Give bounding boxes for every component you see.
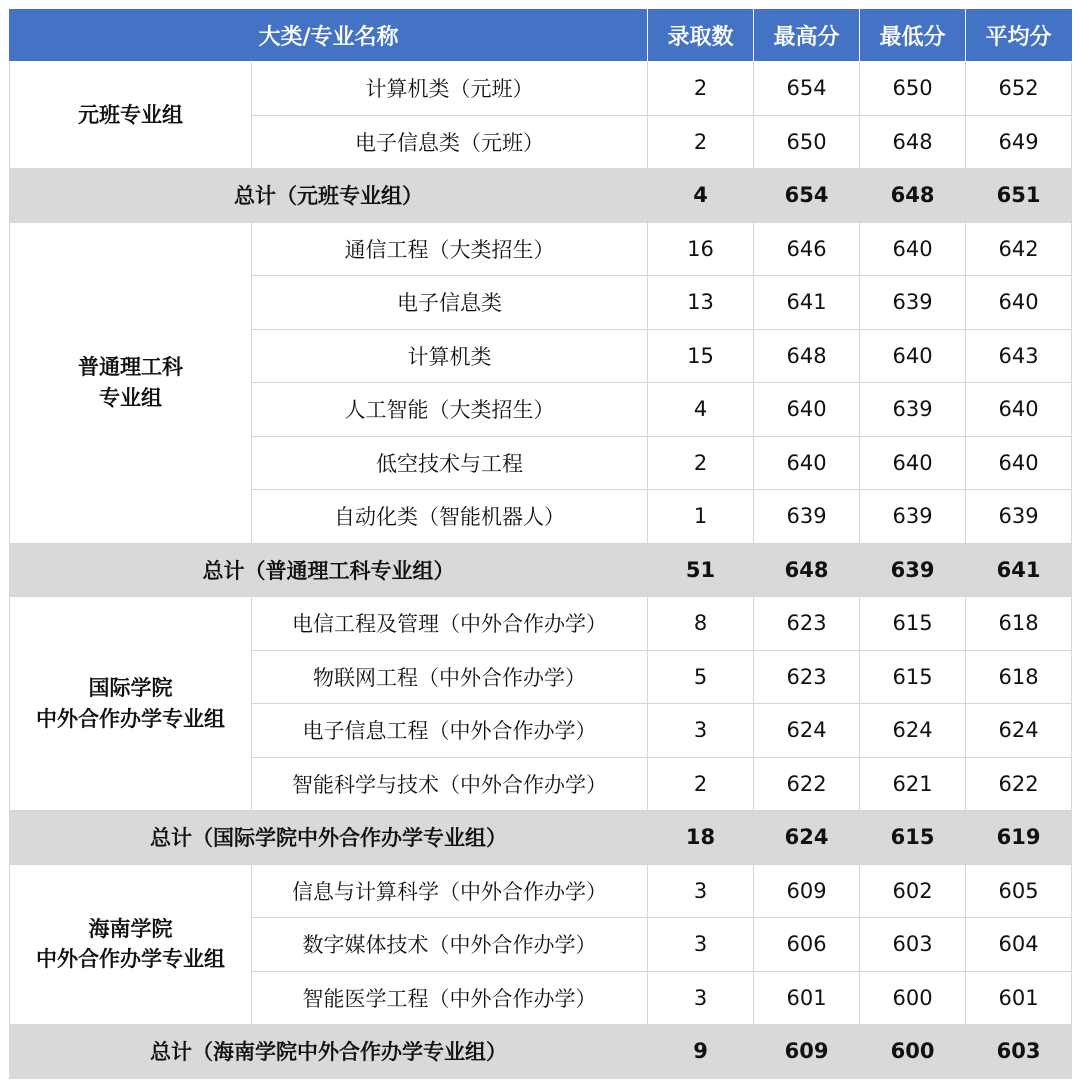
total-min-cell: 615 bbox=[860, 811, 966, 865]
major-cell: 通信工程（大类招生） bbox=[252, 222, 648, 276]
group-name-line: 专业组 bbox=[99, 385, 162, 410]
group-name-line: 海南学院 bbox=[88, 916, 173, 941]
group-name-cell bbox=[10, 864, 252, 1025]
total-row bbox=[10, 169, 1072, 223]
table-row bbox=[10, 62, 1072, 116]
total-count-cell: 18 bbox=[648, 811, 754, 865]
max-cell: 641 bbox=[754, 276, 860, 330]
min-cell: 648 bbox=[860, 115, 966, 169]
max-cell: 639 bbox=[754, 490, 860, 544]
min-cell: 621 bbox=[860, 757, 966, 811]
count-cell: 4 bbox=[648, 383, 754, 437]
avg-cell: 604 bbox=[966, 918, 1072, 972]
admission-score-table bbox=[9, 9, 1072, 1079]
group-name-line: 普通理工科 bbox=[78, 355, 183, 380]
avg-cell: 624 bbox=[966, 704, 1072, 758]
avg-cell: 605 bbox=[966, 864, 1072, 918]
total-avg-cell: 651 bbox=[966, 169, 1072, 223]
max-cell: 646 bbox=[754, 222, 860, 276]
total-max-cell: 648 bbox=[754, 543, 860, 597]
count-cell: 5 bbox=[648, 650, 754, 704]
count-cell: 15 bbox=[648, 329, 754, 383]
avg-cell: 639 bbox=[966, 490, 1072, 544]
major-cell: 电子信息工程（中外合作办学） bbox=[252, 704, 648, 758]
count-cell: 3 bbox=[648, 918, 754, 972]
min-cell: 603 bbox=[860, 918, 966, 972]
count-cell: 2 bbox=[648, 115, 754, 169]
major-cell: 电信工程及管理（中外合作办学） bbox=[252, 597, 648, 651]
table-header bbox=[10, 9, 1072, 62]
count-cell: 16 bbox=[648, 222, 754, 276]
min-cell: 650 bbox=[860, 62, 966, 116]
min-cell: 639 bbox=[860, 276, 966, 330]
total-max-cell: 624 bbox=[754, 811, 860, 865]
header-row bbox=[10, 9, 1072, 62]
min-cell: 640 bbox=[860, 222, 966, 276]
min-cell: 624 bbox=[860, 704, 966, 758]
table-row bbox=[10, 597, 1072, 651]
avg-cell: 640 bbox=[966, 383, 1072, 437]
min-cell: 600 bbox=[860, 971, 966, 1025]
group-name-line: 元班专业组 bbox=[78, 102, 183, 127]
avg-cell: 601 bbox=[966, 971, 1072, 1025]
table-row bbox=[10, 864, 1072, 918]
avg-cell: 652 bbox=[966, 62, 1072, 116]
min-cell: 602 bbox=[860, 864, 966, 918]
total-count-cell: 4 bbox=[648, 169, 754, 223]
max-cell: 640 bbox=[754, 436, 860, 490]
group-name-line: 国际学院 bbox=[88, 676, 173, 701]
group-name-cell bbox=[10, 597, 252, 811]
total-avg-cell: 619 bbox=[966, 811, 1072, 865]
group-name-cell bbox=[10, 222, 252, 543]
count-cell: 3 bbox=[648, 971, 754, 1025]
total-label-cell: 总计（海南学院中外合作办学专业组） bbox=[10, 1025, 648, 1079]
group-name-line: 中外合作办学专业组 bbox=[36, 706, 225, 731]
total-label-cell: 总计（元班专业组） bbox=[10, 169, 648, 223]
total-label-cell: 总计（国际学院中外合作办学专业组） bbox=[10, 811, 648, 865]
count-cell: 1 bbox=[648, 490, 754, 544]
major-cell: 物联网工程（中外合作办学） bbox=[252, 650, 648, 704]
header-count: 录取数 bbox=[648, 9, 754, 62]
total-min-cell: 600 bbox=[860, 1025, 966, 1079]
table-row bbox=[10, 222, 1072, 276]
min-cell: 639 bbox=[860, 490, 966, 544]
max-cell: 650 bbox=[754, 115, 860, 169]
max-cell: 640 bbox=[754, 383, 860, 437]
major-cell: 低空技术与工程 bbox=[252, 436, 648, 490]
avg-cell: 622 bbox=[966, 757, 1072, 811]
avg-cell: 640 bbox=[966, 276, 1072, 330]
total-row bbox=[10, 811, 1072, 865]
total-max-cell: 654 bbox=[754, 169, 860, 223]
avg-cell: 618 bbox=[966, 597, 1072, 651]
max-cell: 624 bbox=[754, 704, 860, 758]
min-cell: 639 bbox=[860, 383, 966, 437]
header-max-score: 最高分 bbox=[754, 9, 860, 62]
total-label-cell: 总计（普通理工科专业组） bbox=[10, 543, 648, 597]
min-cell: 615 bbox=[860, 597, 966, 651]
major-cell: 智能科学与技术（中外合作办学） bbox=[252, 757, 648, 811]
count-cell: 2 bbox=[648, 436, 754, 490]
header-min-score: 最低分 bbox=[860, 9, 966, 62]
max-cell: 648 bbox=[754, 329, 860, 383]
header-category-major: 大类/专业名称 bbox=[10, 9, 648, 62]
avg-cell: 649 bbox=[966, 115, 1072, 169]
max-cell: 609 bbox=[754, 864, 860, 918]
major-cell: 信息与计算科学（中外合作办学） bbox=[252, 864, 648, 918]
count-cell: 2 bbox=[648, 62, 754, 116]
count-cell: 3 bbox=[648, 864, 754, 918]
min-cell: 640 bbox=[860, 436, 966, 490]
max-cell: 622 bbox=[754, 757, 860, 811]
total-max-cell: 609 bbox=[754, 1025, 860, 1079]
min-cell: 640 bbox=[860, 329, 966, 383]
total-count-cell: 9 bbox=[648, 1025, 754, 1079]
max-cell: 623 bbox=[754, 650, 860, 704]
major-cell: 人工智能（大类招生） bbox=[252, 383, 648, 437]
avg-cell: 640 bbox=[966, 436, 1072, 490]
total-row bbox=[10, 1025, 1072, 1079]
major-cell: 计算机类 bbox=[252, 329, 648, 383]
major-cell: 数字媒体技术（中外合作办学） bbox=[252, 918, 648, 972]
admission-table-container bbox=[9, 9, 1072, 1079]
total-min-cell: 639 bbox=[860, 543, 966, 597]
count-cell: 8 bbox=[648, 597, 754, 651]
group-name-line: 中外合作办学专业组 bbox=[36, 947, 225, 972]
min-cell: 615 bbox=[860, 650, 966, 704]
count-cell: 3 bbox=[648, 704, 754, 758]
group-name-cell bbox=[10, 62, 252, 169]
major-cell: 自动化类（智能机器人） bbox=[252, 490, 648, 544]
total-min-cell: 648 bbox=[860, 169, 966, 223]
major-cell: 计算机类（元班） bbox=[252, 62, 648, 116]
count-cell: 2 bbox=[648, 757, 754, 811]
total-avg-cell: 603 bbox=[966, 1025, 1072, 1079]
major-cell: 电子信息类 bbox=[252, 276, 648, 330]
avg-cell: 642 bbox=[966, 222, 1072, 276]
avg-cell: 643 bbox=[966, 329, 1072, 383]
count-cell: 13 bbox=[648, 276, 754, 330]
max-cell: 654 bbox=[754, 62, 860, 116]
max-cell: 623 bbox=[754, 597, 860, 651]
max-cell: 601 bbox=[754, 971, 860, 1025]
table-body bbox=[10, 62, 1072, 1079]
total-count-cell: 51 bbox=[648, 543, 754, 597]
major-cell: 电子信息类（元班） bbox=[252, 115, 648, 169]
header-avg-score: 平均分 bbox=[966, 9, 1072, 62]
max-cell: 606 bbox=[754, 918, 860, 972]
major-cell: 智能医学工程（中外合作办学） bbox=[252, 971, 648, 1025]
total-row bbox=[10, 543, 1072, 597]
total-avg-cell: 641 bbox=[966, 543, 1072, 597]
avg-cell: 618 bbox=[966, 650, 1072, 704]
